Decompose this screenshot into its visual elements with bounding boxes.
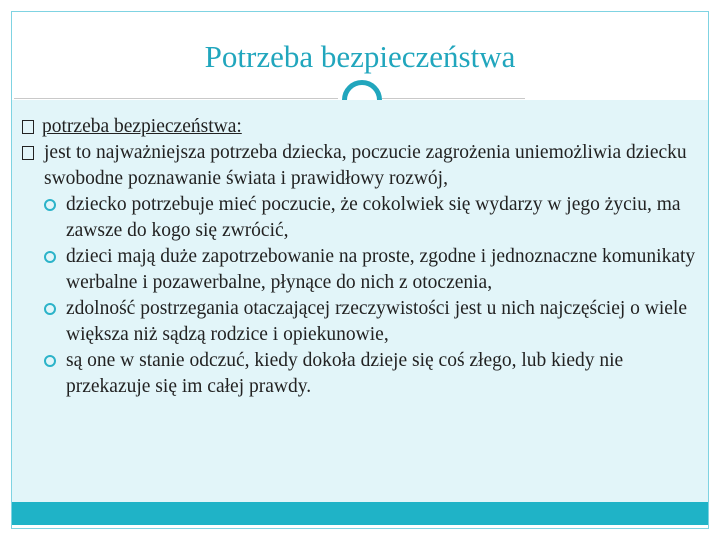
ring-bullet-icon xyxy=(44,303,56,315)
sub-point-item xyxy=(22,192,712,244)
ring-bullet-icon xyxy=(44,251,56,263)
sub-point-text: dzieci mają duże zapotrzebowanie na proste, zgodne i jednoznaczne komunikaty werbalne i pozawerbalne, płynące do nich z otoczenia, xyxy=(66,246,696,293)
main-point-item xyxy=(22,140,712,192)
heading-item xyxy=(22,114,712,140)
slide-title: Potrzeba bezpieczeństwa xyxy=(204,39,516,74)
box-bullet-icon xyxy=(22,146,34,160)
sub-point-text: dziecko potrzebuje mieć poczucie, że cokolwiek się wydarzy w jego życiu, ma zawsze do kogo się zwrócić, xyxy=(66,194,681,241)
sub-point-text: zdolność postrzegania otaczającej rzeczywistości jest u nich najczęściej o wiele większa niż sądzą rodzice i opiekunowie, xyxy=(66,298,688,345)
heading-text: potrzeba bezpieczeństwa: xyxy=(42,116,242,137)
slide-body xyxy=(22,114,712,400)
title-divider-left xyxy=(14,98,338,99)
ring-bullet-icon xyxy=(44,199,56,211)
sub-point-item xyxy=(22,244,712,296)
bottom-accent-bar xyxy=(12,502,708,525)
box-bullet-icon xyxy=(22,120,34,134)
sub-point-text: są one w stanie odczuć, kiedy dokoła dzieje się coś złego, lub kiedy nie przekazuje się im całej prawdy. xyxy=(66,350,624,397)
main-point-text: jest to najważniejsza potrzeba dziecka, poczucie zagrożenia uniemożliwia dziecku swobodne poznawanie świata i prawidłowy rozwój, xyxy=(44,142,687,189)
title-divider-right xyxy=(382,98,525,99)
ring-bullet-icon xyxy=(44,355,56,367)
sub-point-item xyxy=(22,296,712,348)
sub-point-item xyxy=(22,348,712,400)
